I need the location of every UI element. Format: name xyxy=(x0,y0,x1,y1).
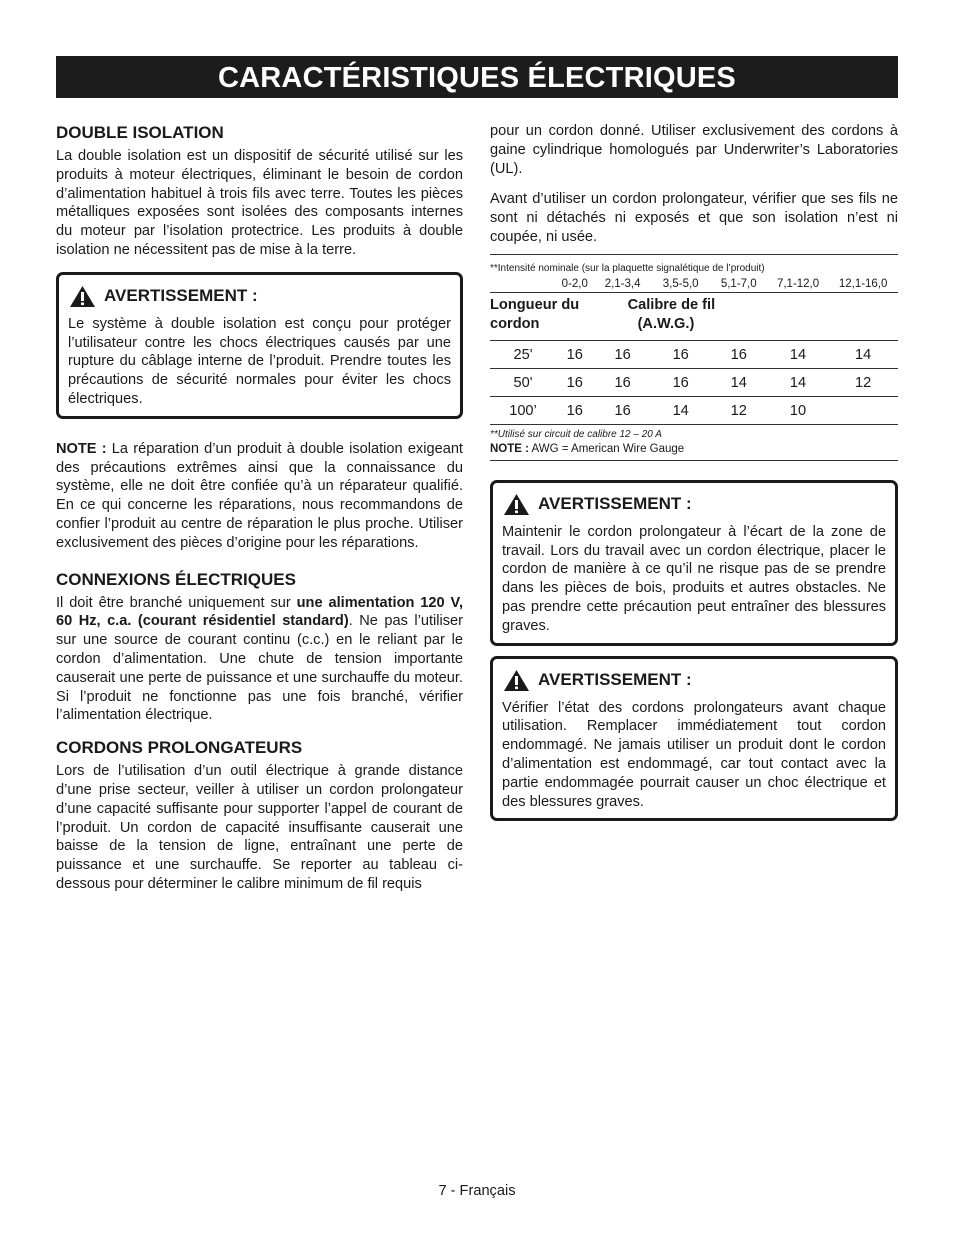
gauge-cell: 16 xyxy=(710,340,768,368)
note-paragraph xyxy=(56,440,463,553)
gauge-cell: 14 xyxy=(828,340,898,368)
note-label: NOTE : xyxy=(56,440,107,457)
warning-box-2 xyxy=(490,480,898,646)
cordons-continued: pour un cordon donné. Utiliser exclusivement des cordons à gaine cylindrique homologués par Underwriter’s Laboratories (UL). xyxy=(490,123,898,177)
gauge-cell: 16 xyxy=(594,368,652,396)
cord-table-block xyxy=(490,254,898,461)
table-note-label: NOTE : xyxy=(490,442,529,455)
gauge-cell: 16 xyxy=(556,368,594,396)
gauge-cell: 14 xyxy=(768,340,828,368)
gauge-cell: 16 xyxy=(556,340,594,368)
page-title: CARACTÉRISTIQUES ÉLECTRIQUES xyxy=(56,56,898,98)
length-header-line1: Longueur du xyxy=(490,296,580,313)
connexions-heading: CONNEXIONS ÉLECTRIQUES xyxy=(56,569,296,589)
table-row xyxy=(490,368,898,396)
warning-title: AVERTISSEMENT : xyxy=(538,670,692,690)
amp-range-cell: 0-2,0 xyxy=(561,277,588,290)
length-cell: 100’ xyxy=(490,396,556,424)
gauge-cell: 10 xyxy=(768,396,828,424)
amp-range-cell: 12,1-16,0 xyxy=(838,277,888,290)
warning-header xyxy=(69,285,451,308)
double-isolation-body: La double isolation est un dispositif de sécurité utilisé sur les produits à moteur électriques, éliminant le besoin de cordon d’alimentation habituel à trois fils avec terre. Toutes les pièces métalliques exposées sont isolées des composants internes du moteur par l’isolation protectrice. Les produits à double isolation ne nécessitent pas de mise à la terre. xyxy=(56,148,463,258)
amp-range-cell: 5,1-7,0 xyxy=(720,277,757,290)
warning-title: AVERTISSEMENT : xyxy=(104,286,258,306)
amp-range-cell: 2,1-3,4 xyxy=(604,277,641,290)
table-row xyxy=(490,340,898,368)
cordons-check: Avant d’utiliser un cordon prolongateur, vérifier que ses fils ne sont ni détachés ni exposés et que son isolation n’est ni coupée, ni usée. xyxy=(490,191,898,245)
warning-triangle-icon xyxy=(503,669,530,692)
cordons-heading: CORDONS PROLONGATEURS xyxy=(56,738,303,758)
gauge-cell: 14 xyxy=(710,368,768,396)
gauge-header xyxy=(594,292,768,340)
warning-title: AVERTISSEMENT : xyxy=(538,494,692,514)
warning-box-1 xyxy=(56,272,463,419)
note-body: La réparation d’un produit à double isolation exigeant des précautions extrêmes ainsi que la connaissance du système, elle ne doit être confiée qu’à un réparateur qualifié. En ce qui concerne les réparations, nous recommandons de confier l’produit au centre de réparation le plus proche. Utiliser exclusivement des pièces d’origine pour les réparations. xyxy=(56,440,463,551)
table-row xyxy=(490,396,898,424)
connexions-text-post: . Ne pas l’utiliser sur une source de courant continu (c.c.) en le reliant par le cordon d’alimentation. Une chute de tension importante causerait une perte de puissance et une surchauffe du moteur. Si l’produit ne fonctionne pas une fois branché, vérifier l’alimentation électrique. xyxy=(56,613,463,724)
gauge-cell: 16 xyxy=(556,396,594,424)
left-column xyxy=(56,122,463,906)
page-footer: 7 - Français xyxy=(438,1183,516,1199)
warning-triangle-icon xyxy=(69,285,96,308)
connexions-text-bold: une alimentation 120 V, 60 Hz, c.a. (courant résidentiel standard) xyxy=(56,594,463,630)
double-isolation-heading: DOUBLE ISOLATION xyxy=(56,123,224,142)
warning-box-3 xyxy=(490,656,898,822)
length-cell: 25' xyxy=(490,340,556,368)
connexions-body xyxy=(56,594,463,726)
table-caption: **Intensité nominale (sur la plaquette signalétique de l’produit) xyxy=(490,262,765,274)
cord-gauge-table xyxy=(490,276,898,424)
right-column xyxy=(490,122,898,821)
warning-body: Vérifier l’état des cordons prolongateurs avant chaque utilisation. Remplacer immédiatement tout cordon endommagé. Ne jamais utiliser un produit dont le cordon d’alimentation est endommagé, car tout contact avec la partie endommagée pourrait causer un choc électrique et des blessures graves. xyxy=(502,699,886,810)
cordons-body: Lors de l’utilisation d’un outil électrique à grande distance d’une prise secteur, veiller à utiliser un cordon prolongateur d’une capacité suffisante pour supporter l’appel de courant de l’produit. Un cordon de capacité insuffisante causerait une baisse de la tension de ligne, entraînant une perte de puissance et une surchauffe. Se reporter au tableau ci-dessous pour déterminer le calibre minimum de fil requis xyxy=(56,763,463,892)
gauge-cell: 14 xyxy=(652,396,710,424)
length-header-line2: cordon xyxy=(490,315,540,332)
amp-range-cell: 7,1-12,0 xyxy=(776,277,820,290)
length-cell: 50' xyxy=(490,368,556,396)
gauge-cell: 16 xyxy=(594,340,652,368)
gauge-cell: 16 xyxy=(594,396,652,424)
gauge-cell: 12 xyxy=(710,396,768,424)
connexions-section xyxy=(56,569,463,726)
table-header-row xyxy=(490,292,898,340)
warning-body: Le système à double isolation est conçu pour protéger l’utilisateur contre les chocs électriques causés par une rupture du câblage interne de l’produit. Prendre toutes les précautions de sécurité normales pour éviter les chocs électriques. xyxy=(68,315,451,407)
gauge-header-line2: (A.W.G.) xyxy=(637,315,695,332)
warning-header xyxy=(503,493,886,516)
gauge-header-line1: Calibre de fil xyxy=(627,296,716,313)
table-note-body: AWG = American Wire Gauge xyxy=(528,442,685,455)
gauge-cell: 16 xyxy=(652,368,710,396)
gauge-cell: 16 xyxy=(652,340,710,368)
warning-header xyxy=(503,669,886,692)
gauge-cell xyxy=(828,396,898,424)
connexions-text-pre: Il doit être branché uniquement sur xyxy=(56,594,297,611)
table-footnote: **Utilisé sur circuit de calibre 12 – 20 A xyxy=(490,424,898,442)
double-isolation-section xyxy=(56,122,463,260)
amp-range-row xyxy=(490,276,898,293)
warning-triangle-icon xyxy=(503,493,530,516)
amp-range-cell: 3,5-5,0 xyxy=(662,277,699,290)
table-note xyxy=(490,442,898,460)
cordons-section xyxy=(56,737,463,894)
gauge-cell: 12 xyxy=(828,368,898,396)
warning-body: Maintenir le cordon prolongateur à l’écart de la zone de travail. Lors du travail avec un cordon électrique, placer le cordon de manière à ce qu’il ne risque pas de se prendre dans les pièces de bois, produits et autres obstacles. Ne pas prendre cette précaution peut entraîner des blessures graves. xyxy=(502,523,886,634)
gauge-cell: 14 xyxy=(768,368,828,396)
length-header xyxy=(490,292,594,340)
